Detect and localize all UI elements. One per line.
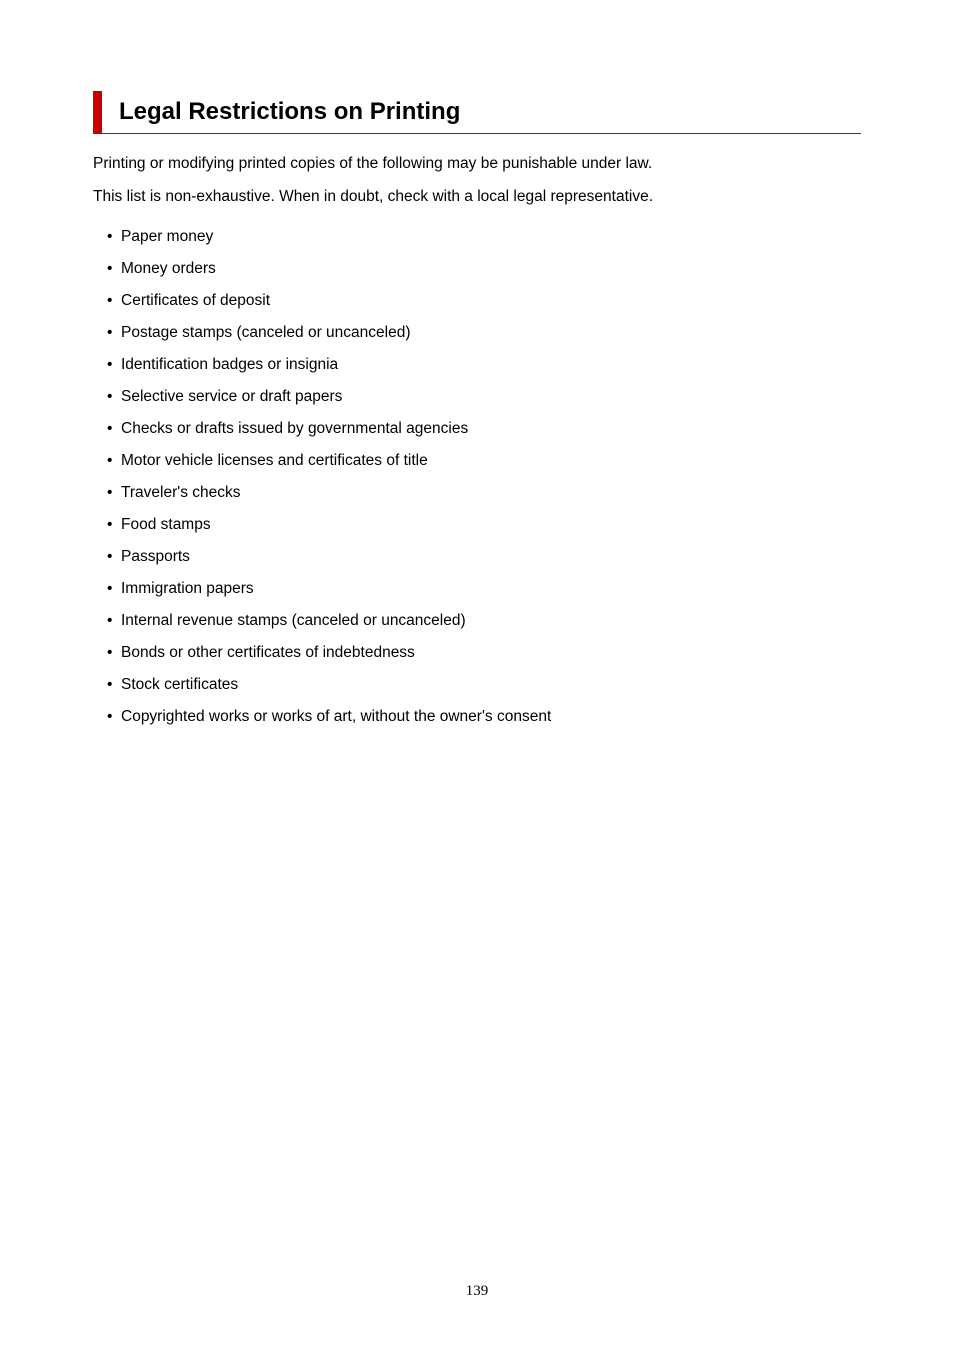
bullet-icon: • <box>107 324 113 341</box>
list-item-text: Copyrighted works or works of art, without the owner's consent <box>121 708 552 725</box>
intro-paragraph-2: This list is non-exhaustive. When in doubt, check with a local legal representative. <box>93 188 654 205</box>
list-item-text: Motor vehicle licenses and certificates of title <box>121 452 428 469</box>
intro-paragraph-1: Printing or modifying printed copies of the following may be punishable under law. <box>93 155 653 172</box>
bullet-icon: • <box>107 676 113 693</box>
bullet-icon: • <box>107 292 113 309</box>
bullet-icon: • <box>107 644 113 661</box>
heading-accent-bar <box>93 91 102 133</box>
bullet-icon: • <box>107 484 113 501</box>
list-item-text: Checks or drafts issued by governmental agencies <box>121 420 469 437</box>
bullet-icon: • <box>107 260 113 277</box>
list-item-text: Paper money <box>121 228 214 245</box>
list-item-text: Food stamps <box>121 516 211 533</box>
list-item-text: Certificates of deposit <box>121 292 271 309</box>
bullet-icon: • <box>107 228 113 245</box>
bullet-icon: • <box>107 452 113 469</box>
page-number: 139 <box>465 1283 489 1299</box>
bullet-icon: • <box>107 612 113 629</box>
bullet-icon: • <box>107 388 113 405</box>
bullet-icon: • <box>107 516 113 533</box>
list-item-text: Stock certificates <box>121 676 239 693</box>
page-title: Legal Restrictions on Printing <box>119 98 461 125</box>
list-item-text: Postage stamps (canceled or uncanceled) <box>121 324 411 341</box>
list-item-text: Money orders <box>121 260 216 277</box>
list-item-text: Immigration papers <box>121 580 254 597</box>
list-item-text: Bonds or other certificates of indebtedness <box>121 644 415 661</box>
bullet-icon: • <box>107 548 113 565</box>
bullet-icon: • <box>107 356 113 373</box>
bullet-icon: • <box>107 420 113 437</box>
list-item-text: Internal revenue stamps (canceled or uncanceled) <box>121 612 466 629</box>
list-item-text: Identification badges or insignia <box>121 356 339 373</box>
list-item-text: Traveler's checks <box>121 484 241 501</box>
section-heading <box>93 91 861 134</box>
list-item-text: Selective service or draft papers <box>121 388 343 405</box>
list-item-text: Passports <box>121 548 190 565</box>
bullet-icon: • <box>107 580 113 597</box>
bullet-icon: • <box>107 708 113 725</box>
